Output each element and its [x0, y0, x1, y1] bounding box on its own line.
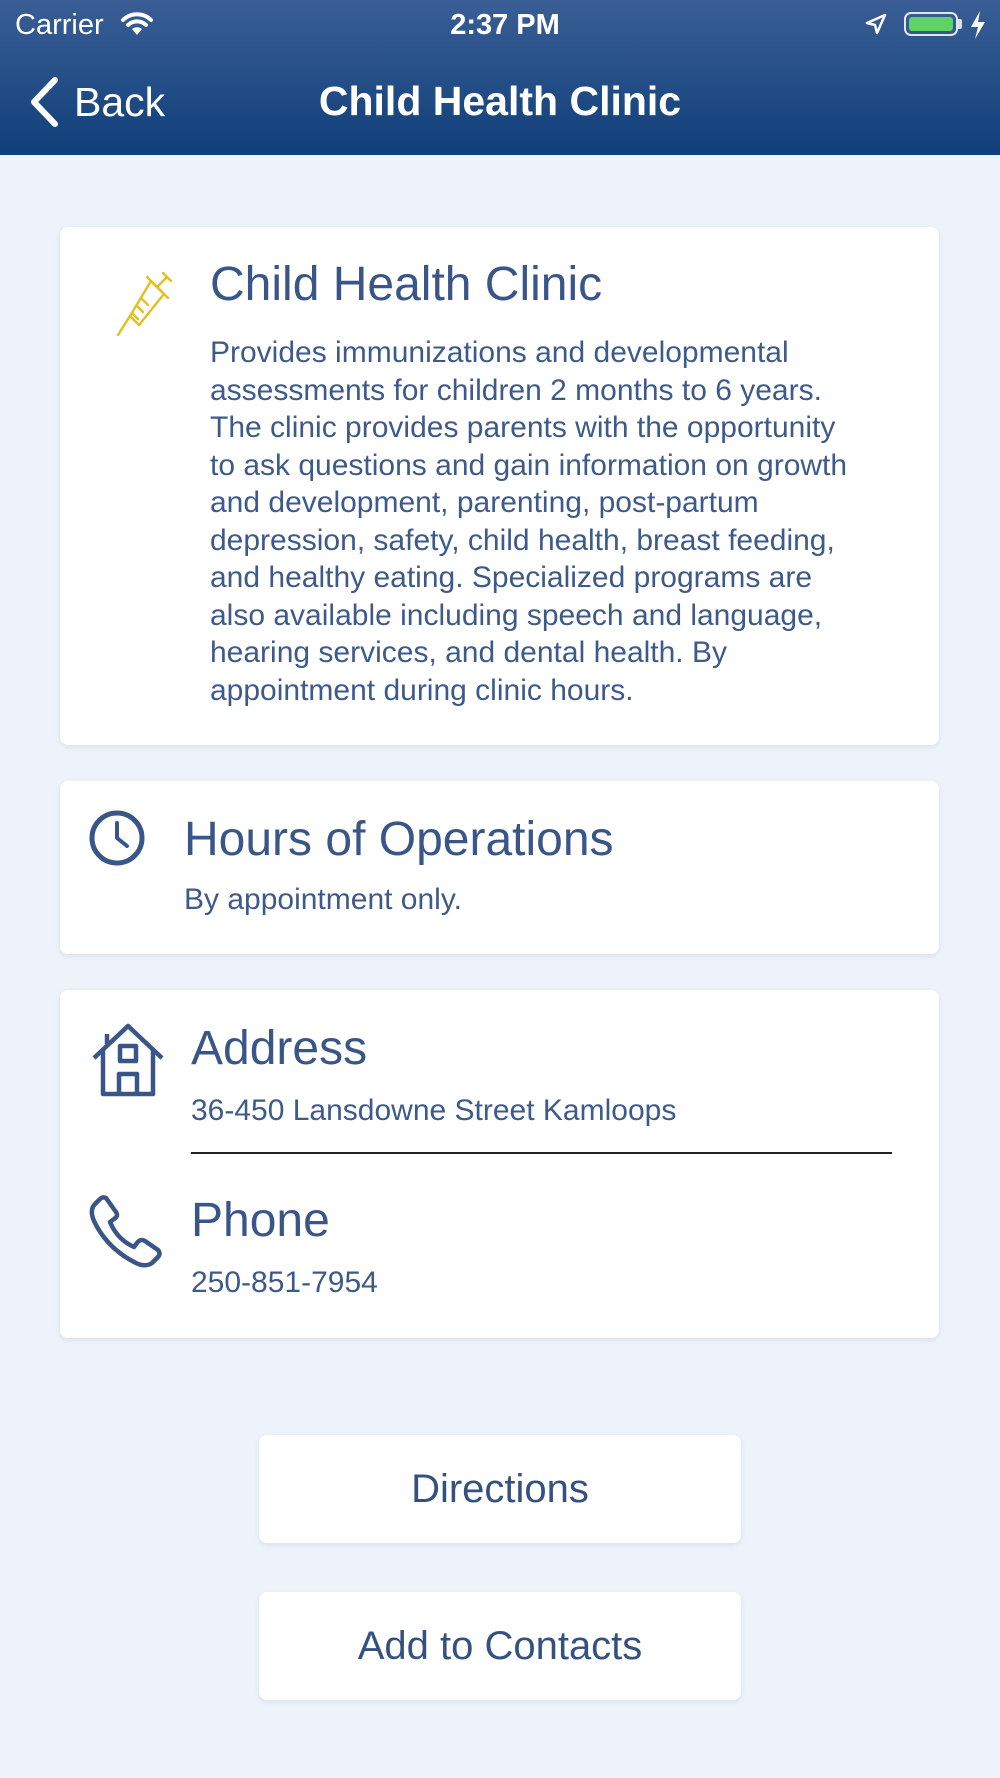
- hours-text: By appointment only.: [184, 883, 462, 916]
- navigation-bar: [0, 50, 1000, 155]
- description-line: Provides immunizations and developmental: [210, 336, 789, 369]
- nav-title: Child Health Clinic: [318, 78, 682, 124]
- add-to-contacts-button[interactable]: Add to Contacts: [259, 1592, 741, 1700]
- charging-bolt-icon: [968, 10, 988, 40]
- status-bar: [0, 0, 1000, 50]
- clinic-description: [210, 334, 930, 709]
- description-line: hearing services, and dental health. By: [210, 636, 727, 669]
- location-arrow-icon: [864, 12, 888, 36]
- phone-number[interactable]: 250-851-7954: [191, 1266, 378, 1299]
- about-card: [60, 227, 939, 745]
- app-header: [0, 0, 1000, 155]
- directions-button[interactable]: Directions: [259, 1435, 741, 1543]
- description-line: appointment during clinic hours.: [210, 673, 634, 707]
- battery-level: [909, 17, 953, 31]
- phone-icon: [88, 1192, 164, 1268]
- house-icon: [90, 1022, 166, 1098]
- description-line: The clinic provides parents with the opportunity: [210, 411, 836, 444]
- hours-title: Hours of Operations: [184, 813, 614, 866]
- description-line: to ask questions and gain information on growth: [210, 448, 848, 482]
- battery-tip: [958, 19, 962, 29]
- address-title: Address: [191, 1022, 368, 1075]
- address-text[interactable]: 36-450 Lansdowne Street Kamloops: [191, 1094, 677, 1127]
- divider: [191, 1152, 892, 1154]
- description-line: and healthy eating. Specialized programs are: [210, 561, 813, 594]
- description-line: assessments for children 2 months to 6 years.: [210, 373, 822, 407]
- contact-card: [60, 990, 939, 1338]
- status-time: 2:37 PM: [450, 9, 560, 41]
- phone-title: Phone: [191, 1194, 330, 1247]
- back-label: Back: [74, 78, 166, 125]
- clinic-title: Child Health Clinic: [210, 258, 603, 311]
- description-line: and development, parenting, post-partum: [210, 486, 759, 519]
- battery-icon: [904, 12, 958, 36]
- description-line: depression, safety, child health, breast feeding,: [210, 523, 835, 557]
- hours-card: [60, 781, 939, 954]
- syringe-icon: [114, 269, 176, 341]
- description-line: also available including speech and language,: [210, 598, 823, 632]
- carrier-label: Carrier: [15, 9, 104, 41]
- clock-icon: [88, 809, 146, 867]
